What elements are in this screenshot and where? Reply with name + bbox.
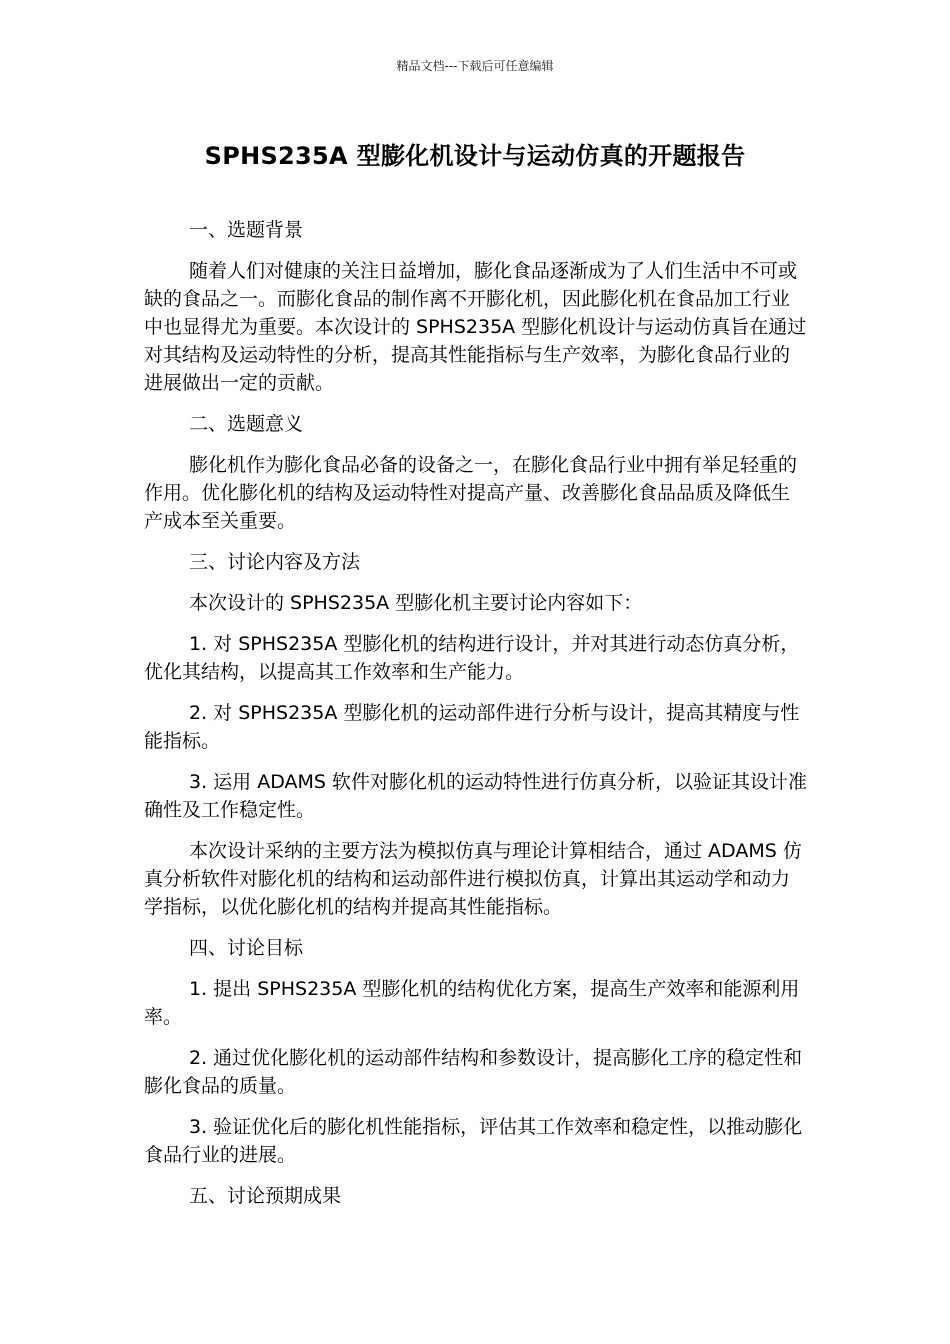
section-heading-background: 一、选题背景 — [189, 219, 304, 241]
list-item-content-3: 3. 运用 ADAMS 软件对膨化机的运动特性进行仿真分析，以验证其设计准确性及工作稳定性。 — [144, 771, 807, 821]
list-item-goal-1: 1. 提出 SPHS235A 型膨化机的结构优化方案，提高生产效率和能源利用率。 — [144, 978, 800, 1028]
document-body — [144, 216, 808, 1223]
list-item-goal-3: 3. 验证优化后的膨化机性能指标，评估其工作效率和稳定性，以推动膨化食品行业的进展。 — [144, 1116, 803, 1166]
list-item-content-2: 2. 对 SPHS235A 型膨化机的运动部件进行分析与设计，提高其精度与性能指标。 — [144, 702, 800, 752]
list-item-goal-2: 2. 通过优化膨化机的运动部件结构和参数设计，提高膨化工序的稳定性和膨化食品的质量。 — [144, 1047, 803, 1097]
list-item-content-1: 1. 对 SPHS235A 型膨化机的结构进行设计，并对其进行动态仿真分析，优化其结构，以提高其工作效率和生产能力。 — [144, 633, 800, 683]
paragraph-methods: 本次设计采纳的主要方法为模拟仿真与理论计算相结合，通过 ADAMS 仿真分析软件对膨化机的结构和运动部件进行模拟仿真，计算出其运动学和动力学指标，以优化膨化机的结构并提高其性能指标。 — [144, 840, 802, 918]
paragraph-significance: 膨化机作为膨化食品必备的设备之一，在膨化食品行业中拥有举足轻重的作用。优化膨化机的结构及运动特性对提高产量、改善膨化食品品质及降低生产成本至关重要。 — [144, 454, 798, 532]
document-title: SPHS235A 型膨化机设计与运动仿真的开题报告 — [204, 142, 746, 170]
section-heading-expected-results: 五、讨论预期成果 — [189, 1185, 342, 1207]
header-note: 精品文档---下载后可任意编辑 — [396, 59, 554, 73]
paragraph-content-intro: 本次设计的 SPHS235A 型膨化机主要讨论内容如下： — [189, 592, 643, 614]
paragraph-background: 随着人们对健康的关注日益增加，膨化食品逐渐成为了人们生活中不可或缺的食品之一。而膨化食品的制作离不开膨化机，因此膨化机在食品加工行业中也显得尤为重要。本次设计的 SPHS235A 型膨化机设计与运动仿真旨在通过对其结构及运动特性的分析，提高其性能指标与生产效率，为膨化食品行业的进展做出一定的贡献。 — [144, 260, 807, 394]
section-heading-content-methods: 三、讨论内容及方法 — [189, 551, 361, 573]
section-heading-goals: 四、讨论目标 — [189, 937, 304, 959]
section-heading-significance: 二、选题意义 — [189, 413, 304, 435]
